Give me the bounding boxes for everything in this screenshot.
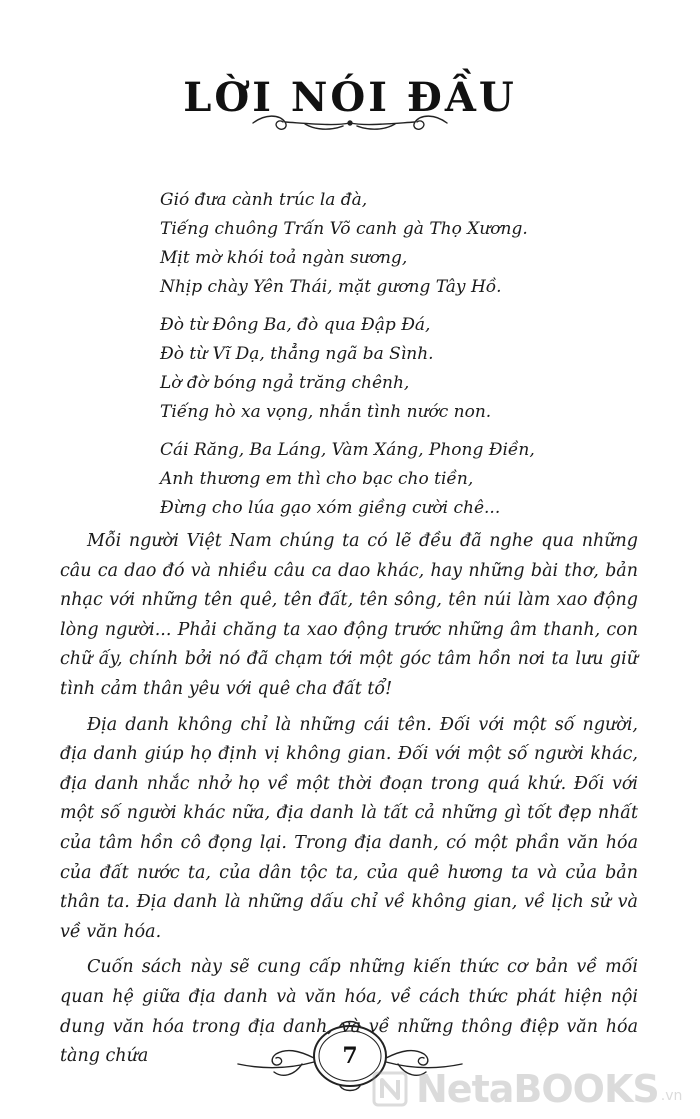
netabooks-watermark [372, 1068, 692, 1110]
poem-line: Đò từ Đông Ba, đò qua Đập Đá, [160, 315, 431, 335]
poem-line: Lờ đờ bóng ngả trăng chênh, [160, 373, 410, 393]
poem [160, 186, 580, 532]
watermark-brand: NetaBOOKS [416, 1067, 659, 1111]
paragraph: Mỗi người Việt Nam chúng ta có lẽ đều đã nghe qua những câu ca dao đó và nhiều câu ca dao khác, hay những bài thơ, bản nhạc với những tên quê, tên đất, tên sông, tên núi làm xao động lòng người... Phải chăng ta xao động trước những âm thanh, con chữ ấy, chính bởi nó đã chạm tới một góc tâm hồn nơi ta lưu giữ tình cảm thân yêu với quê cha đất tổ! [60, 531, 638, 699]
poem-stanza [160, 311, 580, 427]
poem-stanza [160, 186, 580, 302]
page-number: 7 [342, 1043, 358, 1069]
poem-line: Nhịp chày Yên Thái, mặt gương Tây Hồ. [160, 277, 502, 297]
title-flourish-ornament [245, 110, 455, 136]
poem-line: Gió đưa cành trúc la đà, [160, 190, 368, 210]
poem-line: Đò từ Vĩ Dạ, thẳng ngã ba Sình. [160, 344, 434, 364]
paragraph: Cuốn sách này sẽ cung cấp những kiến thức cơ bản về mối quan hệ giữa địa danh và văn hóa, về cách thức phát hiện nội dung văn hóa trong địa danh, và về những thông điệp văn hóa tàng chứa [60, 957, 638, 1067]
paragraph: Địa danh không chỉ là những cái tên. Đối với một số người, địa danh giúp họ định vị không gian. Đối với một số người khác, địa danh nhắc nhở họ về một thời đoạn trong quá khứ. Đối với một số người khác nữa, địa danh là tất cả những gì tốt đẹp nhất của tâm hồn cô đọng lại. Trong địa danh, có một phần văn hóa của đất nước ta, của dân tộc ta, của quê hương ta và của bản thân ta. Địa danh là những dấu chỉ về không gian, về lịch sử và về văn hóa. [60, 714, 638, 942]
poem-line: Tiếng hò xa vọng, nhắn tình nước non. [160, 402, 492, 422]
poem-line: Tiếng chuông Trấn Võ canh gà Thọ Xương. [160, 219, 528, 239]
watermark-tld: .vn [660, 1088, 683, 1104]
poem-line: Đừng cho lúa gạo xóm giềng cười chê... [160, 498, 501, 518]
poem-line: Cái Răng, Ba Láng, Vàm Xáng, Phong Điền, [160, 440, 535, 460]
poem-stanza [160, 436, 580, 523]
page-title: LỜI NÓI ĐẦU [183, 74, 517, 121]
poem-line: Anh thương em thì cho bạc cho tiền, [160, 469, 474, 489]
netabooks-logo-icon [372, 1071, 408, 1107]
body-text [60, 527, 638, 1078]
poem-line: Mịt mờ khói toả ngàn sương, [160, 248, 408, 268]
